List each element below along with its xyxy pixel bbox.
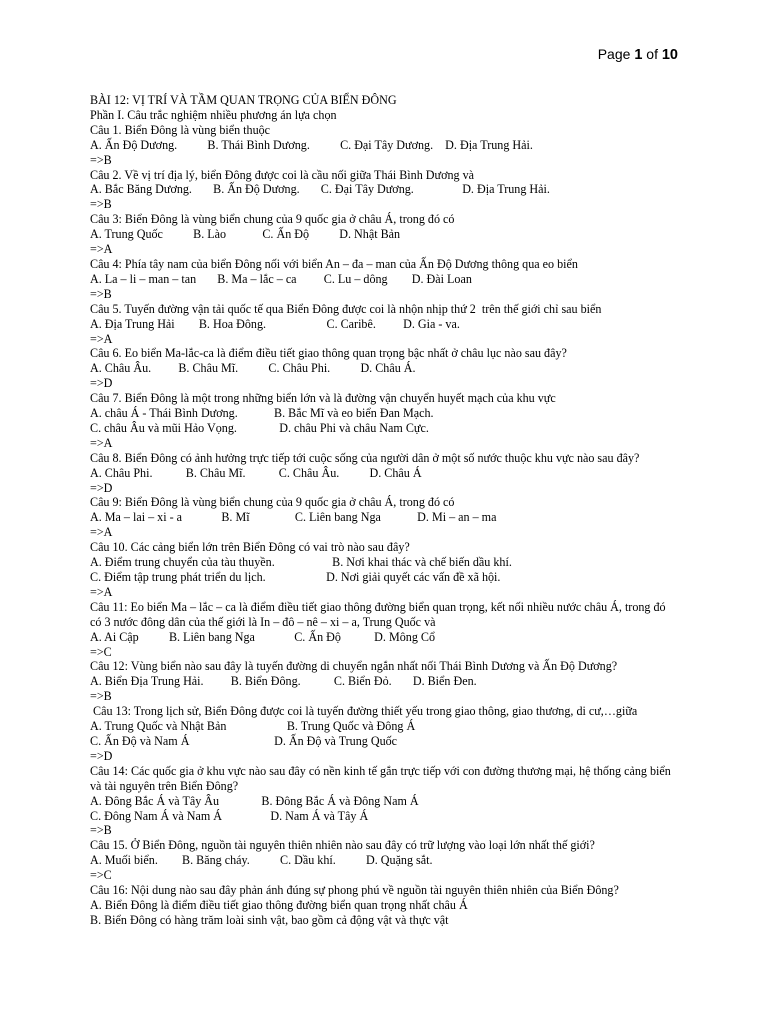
option-line: A. Trung Quốc B. Lào C. Ấn Độ D. Nhật Bản	[90, 227, 401, 242]
option-line: A. Điểm trung chuyển của tàu thuyền. B. Nơi khai thác và chế biến dầu khí.	[90, 555, 512, 570]
question-line: Câu 3: Biển Đông là vùng biển chung của 9 quốc gia ở châu Á, trong đó có	[90, 212, 455, 227]
question-line: Câu 12: Vùng biển nào sau đây là tuyến đường di chuyển ngắn nhất nối Thái Bình Dương và Ấn Độ Dương?	[90, 659, 618, 674]
answer-line: =>A	[90, 435, 113, 450]
answer-line: =>A	[90, 331, 113, 346]
option-line: C. Điểm tập trung phát triển du lịch. D. Nơi giải quyết các vấn đề xã hội.	[90, 570, 501, 584]
option-line: C. châu Âu và mũi Hảo Vọng. D. châu Phi và châu Nam Cực.	[90, 420, 429, 435]
option-line: A. châu Á - Thái Bình Dương. B. Bắc Mĩ và eo biển Đan Mạch.	[90, 406, 434, 421]
option-line: A. Đông Bắc Á và Tây Âu B. Đông Bắc Á và Đông Nam Á	[90, 793, 419, 808]
answer-line: =>A	[90, 242, 113, 257]
question-line: Câu 7. Biển Đông là một trong những biển lớn và là đường vận chuyển huyết mạch của khu vực	[90, 391, 556, 406]
option-line: A. Ấn Độ Dương. B. Thái Bình Dương. C. Đại Tây Dương. D. Địa Trung Hải.	[90, 137, 533, 152]
question-line: Câu 1. Biển Đông là vùng biển thuộc	[90, 122, 271, 137]
option-line: A. Châu Âu. B. Châu Mĩ. C. Châu Phi. D. Châu Á.	[90, 361, 416, 376]
question-line: Câu 5. Tuyến đường vận tải quốc tế qua Biển Đông được coi là nhộn nhịp thứ 2 trên thế giới chỉ sau biển	[90, 301, 602, 316]
option-line: A. Muối biển. B. Băng cháy. C. Dầu khí. D. Quặng sắt.	[90, 853, 433, 868]
option-line: A. Biển Địa Trung Hải. B. Biển Đông. C. Biển Đỏ. D. Biển Đen.	[90, 674, 477, 689]
document-body	[90, 93, 680, 928]
option-line: B. Biển Đông có hàng trăm loài sinh vật, bao gồm cả động vật và thực vật	[90, 912, 449, 927]
answer-line: =>D	[90, 480, 113, 495]
answer-line: =>B	[90, 689, 112, 704]
answer-line: =>C	[90, 644, 112, 659]
answer-line: =>A	[90, 525, 113, 540]
question-line: Câu 13: Trong lịch sử, Biển Đông được coi là tuyến đường thiết yếu trong giao thông, giao thương, di cư,…giữa	[90, 704, 638, 719]
option-line: A. La – li – man – tan B. Ma – lắc – ca C. Lu – dông D. Đài Loan	[90, 271, 472, 286]
answer-line: =>D	[90, 376, 113, 391]
page-current: 1	[634, 47, 643, 63]
option-line: A. Trung Quốc và Nhật Bản B. Trung Quốc và Đông Á	[90, 719, 416, 734]
question-line: Câu 16: Nội dung nào sau đây phản ánh đúng sự phong phú về nguồn tài nguyên thiên nhiên của Biển Đông?	[90, 883, 619, 898]
question-line: Câu 14: Các quốc gia ở khu vực nào sau đây có nền kinh tế gắn trực tiếp với con đường thương mại, hệ thống cảng biển và tài nguyên trên Biển Đông?	[90, 763, 671, 793]
question-list	[90, 123, 680, 928]
question-line: Câu 2. Về vị trí địa lý, biển Đông được coi là cầu nối giữa Thái Bình Dương và	[90, 167, 474, 182]
question-line: Câu 4: Phía tây nam của biển Đông nối với biển An – đa – man của Ấn Độ Dương thông qua eo biển	[90, 256, 578, 271]
answer-line: =>B	[90, 152, 112, 167]
answer-line: =>C	[90, 868, 112, 883]
option-line: C. Ấn Độ và Nam Á D. Ấn Độ và Trung Quốc	[90, 733, 398, 748]
question-line: Câu 10. Các cảng biển lớn trên Biển Đông có vai trò nào sau đây?	[90, 540, 410, 555]
option-line: A. Bắc Băng Dương. B. Ấn Độ Dương. C. Đại Tây Dương. D. Địa Trung Hải.	[90, 182, 550, 197]
option-line: A. Ai Cập B. Liên bang Nga C. Ấn Độ D. Mông Cổ	[90, 629, 435, 644]
page-number-header	[598, 46, 678, 63]
answer-line: =>A	[90, 584, 113, 599]
page-total: 10	[661, 47, 678, 63]
answer-line: =>B	[90, 286, 112, 301]
option-line: C. Đông Nam Á và Nam Á D. Nam Á và Tây Á	[90, 808, 369, 823]
section-heading: Phần I. Câu trắc nghiệm nhiều phương án lựa chọn	[90, 107, 337, 122]
question-line: Câu 9: Biển Đông là vùng biển chung của 9 quốc gia ở châu Á, trong đó có	[90, 495, 455, 510]
option-line: A. Ma – lai – xi - a B. Mĩ C. Liên bang Nga D. Mi – an – ma	[90, 510, 497, 525]
document-title: BÀI 12: VỊ TRÍ VÀ TẦM QUAN TRỌNG CỦA BIỂN ĐÔNG	[90, 93, 397, 107]
question-line: Câu 15. Ở Biển Đông, nguồn tài nguyên thiên nhiên nào sau đây có trữ lượng vào loại lớn nhất thế giới?	[90, 838, 595, 853]
question-line: Câu 8. Biển Đông có ảnh hưởng trực tiếp tới cuộc sống của người dân ở một số nước thuộc khu vực nào sau đây?	[90, 450, 640, 465]
question-line: Câu 11: Eo biển Ma – lắc – ca là điểm điều tiết giao thông đường biển quan trọng, kết nối nhiều nước châu Á, trong đó có 3 nước đông dân của thế giới là In – đô – nê – xi – a, Trung Quốc và	[90, 599, 666, 629]
answer-line: =>D	[90, 748, 113, 763]
page-of: of	[642, 46, 662, 62]
option-line: A. Biển Đông là điểm điều tiết giao thông đường biển quan trọng nhất châu Á	[90, 897, 468, 912]
page-prefix: Page	[597, 46, 635, 62]
option-line: A. Địa Trung Hải B. Hoa Đông. C. Caribê. D. Gia - va.	[90, 316, 460, 331]
answer-line: =>B	[90, 823, 112, 838]
answer-line: =>B	[90, 197, 112, 212]
option-line: A. Châu Phi. B. Châu Mĩ. C. Châu Âu. D. Châu Á	[90, 465, 422, 480]
question-line: Câu 6. Eo biển Ma-lắc-ca là điểm điều tiết giao thông quan trọng bậc nhất ở châu lục nào sau đây?	[90, 346, 567, 361]
